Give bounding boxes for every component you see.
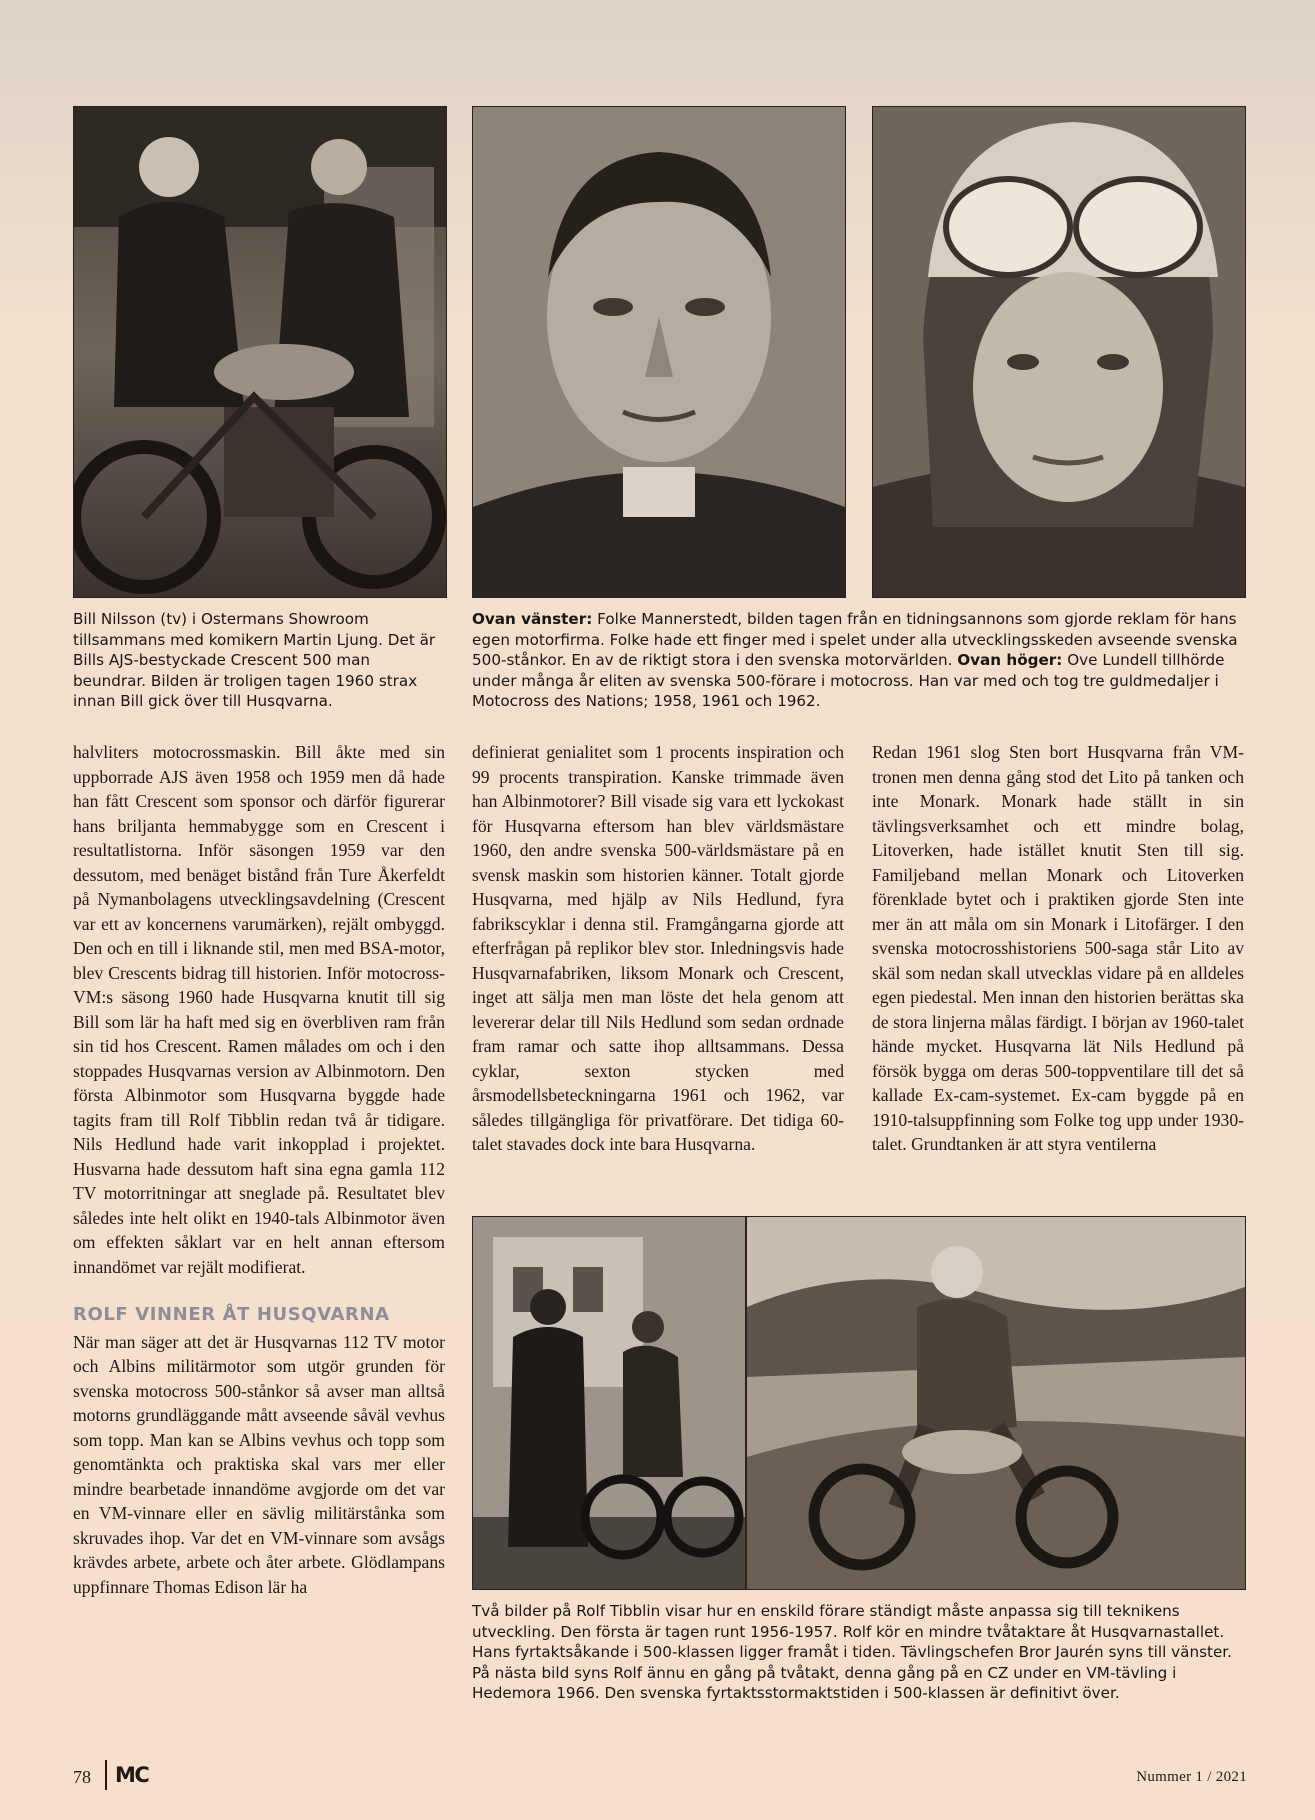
caption-label-right: Ovan höger: [957, 651, 1063, 669]
photo-folke-portrait [472, 106, 846, 598]
caption-portraits [472, 609, 1244, 712]
body-column-1 [73, 740, 445, 1599]
photo-tibblin-1966 [746, 1216, 1246, 1590]
photo-showroom [73, 106, 447, 598]
issue-label: Nummer 1 / 2021 [1136, 1769, 1247, 1785]
footer-divider [105, 1760, 107, 1790]
caption-showroom: Bill Nilsson (tv) i Ostermans Showroom tillsammans med komikern Martin Ljung. Det är Bills AJS-bestyckade Crescent 500 man beundrar. Bilden är troligen tagen 1960 strax innan Bill gick över till Husqvarna. [73, 610, 436, 710]
photo-tibblin-1956 [472, 1216, 746, 1590]
caption-tibblin: Två bilder på Rolf Tibblin visar hur en enskild förare ständigt måste anpassa sig till teknikens utveckling. Den första är tagen runt 1956-1957. Rolf kör en mindre tvåtaktare åt Husqvarnastallet. Hans fyrtaktsåkande i 500-klassen ligger framåt i tiden. Tävlingschefen Bror Jaurén syns till vänster. På nästa bild syns Rolf ännu en gång på tvåtakt, denna gång på en CZ under en VM-tävling i Hedemora 1966. Den svenska fyrtaktsstormaktstiden i 500-klassen är definitivt över. [472, 1602, 1232, 1702]
body-paragraph: halvliters motocrossmaskin. Bill åkte med sin uppborrade AJS även 1958 och 1959 men då hade han fått Crescent som sponsor och därför figurerar hans briljanta hemmabygge som en Crescent i resultatlistorna. Inför säsongen 1959 var den dessutom, med benäget bistånd från Ture Åkerfeldt på Nymanbolagens utvecklingsavdelning (Crescent var ett av koncernens varumärken), rejält ombyggd. Den och en till i liknande stil, men med BSA-motor, blev Crescents bidrag till historien. Inför motocross-VM:s säsong 1960 hade Husqvarna knutit till sig Bill som lär ha haft med sig en överbliven ram från sin tid hos Crescent. Ramen målades om och i den stoppades Husqvarnas version av Albinmotorn. Den första Albinmotor som Husqvarna byggde hade tagits fram till Rolf Tibblin redan två år tidigare. Nils Hedlund hade varit inkopplad i projektet. Husvarna hade dessutom haft sina egna gamla 112 TV motorritningar att sneglade på. Resultatet blev således inte helt olikt en 1940-tals Albinmotor även om effekten såklart var en helt annan eftersom innandömet var rejält modifierat. [73, 742, 445, 1277]
body-paragraph: Redan 1961 slog Sten bort Husqvarna från VM-tronen men denna gång stod det Lito på tanken och inte Monark. Monark hade ställt in sin tävlingsverksamhet och ett mindre bolag, Litoverken, hade istället knutit Sten till sig. Familjeband mellan Monark och Litoverken förenklade bytet och i praktiken gjorde Sten inte mer än att måla om sin Monark i Litofärger. I den svenska motocrosshistoriens 500-saga står Lito av skäl som nedan skall utvecklas vidare på en alldeles egen piedestal. Men innan den historien berättas ska de stora linjerna målas färdigt. I början av 1960-talet hände mycket. Husqvarna lät Nils Hedlund på försök bygga om deras 500-toppventilare till det så kallade Ex-cam-systemet. Ex-cam byggde på en 1910-talsuppfinning som Folke tog upp under 1930-talet. Grundtanken är att styra ventilerna [872, 742, 1244, 1154]
magazine-logo: MC [115, 1763, 149, 1787]
caption-text-left: Folke Mannerstedt, bilden tagen från en tidningsannons som gjorde reklam för hans egen motorfirma. Folke hade ett finger med i spelet under alla utvecklingsskeden avseende svenska 500-stånkor. En av de riktigt stora i den svenska motorvärlden. [472, 610, 1238, 669]
photo-ove-lundell [872, 106, 1246, 598]
page-number: 78 [73, 1767, 91, 1787]
section-heading: ROLF VINNER ÅT HUSQVARNA [73, 1304, 390, 1325]
body-paragraph: När man säger att det är Husqvarnas 112 TV motor och Albins militärmotor som utgör grunden för svenska motocross 500-stånkor så avser man alltså motorns grundläggande mått avseende såväl vevhus som topp. Man kan se Albins vevhus och topp som genomtänkta och praktiska skal vars mer eller mindre bearbetade innandöme avgjorde om det var en VM-vinnare eller en sävlig militärstånka som skruvades ihop. Var det en VM-vinnare som avsågs krävdes arbete, arbete och åter arbete. Glödlampans uppfinnare Thomas Edison lär ha [73, 1331, 445, 1597]
body-column-2 [472, 740, 844, 1157]
body-column-3 [872, 740, 1244, 1157]
body-paragraph: definierat genialitet som 1 procents inspiration och 99 procents transpiration. Kanske trimmade även han Albinmotorer? Bill visade sig vara ett lyckokast för Husqvarna eftersom han blev världsmästare 1960, den andre svenska 500-världsmästare på en svensk maskin som historien känner. Totalt gjorde Husqvarna, med hjälp av Nils Hedlund, fyra fabrikscyklar i denna stil. Framgångarna gjorde att efterfrågan på replikor blev stor. Inledningsvis hade Husqvarnafabriken, liksom Monark och Crescent, inget att sälja men man löste det hela genom att levererar delar till Nils Hedlund som sedan ordnade fram ramar och satte ihop alltsammans. Dessa cyklar, sexton stycken med årsmodellsbeteckningarna 1961 och 1962, var således tillgängliga för privatförare. Det tidiga 60-talet stavades dock inte bara Husqvarna. [472, 742, 844, 1154]
caption-label-left: Ovan vänster: [472, 610, 593, 628]
caption-text-right: Ove Lundell tillhörde under många år eliten av svenska 500-förare i motocross. Han var med och tog tre guldmedaljer i Motocross des Nations; 1958, 1961 och 1962. [472, 651, 1225, 710]
